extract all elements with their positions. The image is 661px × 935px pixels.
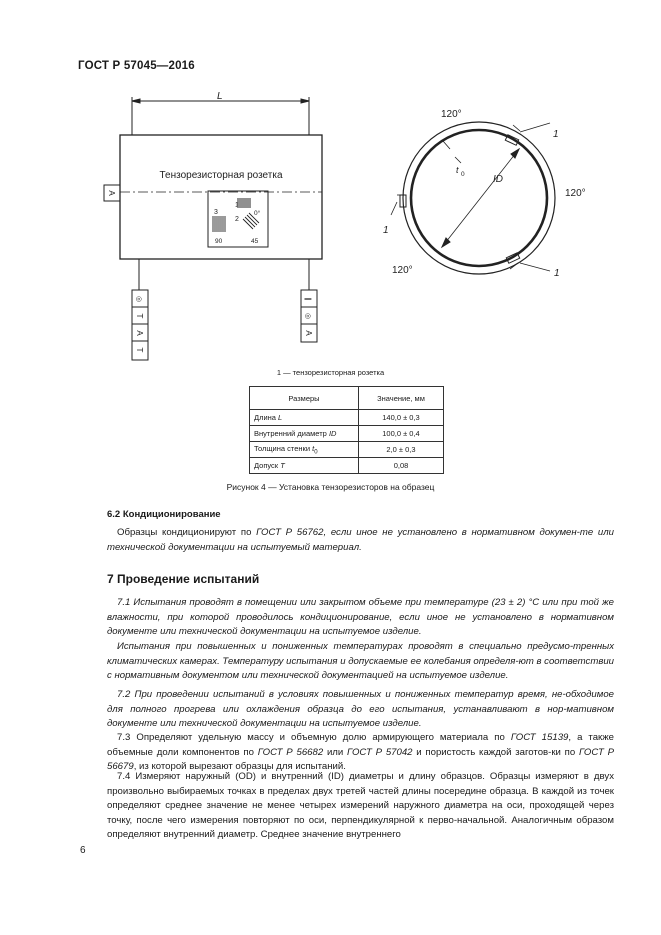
length-label: L [217, 91, 223, 102]
figure-legend: 1 — тензорезисторная розетка [276, 368, 385, 377]
rosette-title: Тензорезисторная розетка [159, 170, 283, 181]
para-7-4: 7.4 Измеряют наружный (OD) и внутренний (ID) диаметры и длину образцов. Образцы измеряют в двух произвольно выбираемых точках в пределах двух третей частей длины посередине образца. В каждой из точек определяют среднее значение не менее четырех измерений наружного диаметра на оси, проходящей через точку, после чего измерения повторяют по оси, перпендикулярной к перво-начальной. Аналогичным образом определяют внутренний диаметр. Среднее значение внутреннего [107, 771, 614, 840]
specimen-figure [95, 85, 615, 365]
row-symbol: L [278, 413, 283, 422]
row-name [250, 426, 359, 442]
id-label: ID [493, 174, 503, 185]
row-label: Допуск [254, 461, 281, 470]
t0-label: t [456, 165, 459, 175]
callout-top: 1 [553, 129, 559, 140]
ref-gost: ГОСТ Р 57042 [347, 746, 413, 758]
gauge-number-3: 3 [214, 209, 218, 216]
ref-gost: ГОСТ Р 56682 [257, 746, 324, 758]
table-header: Размеры [250, 387, 359, 410]
gauge-number-2: 2 [235, 216, 239, 223]
row-name [250, 442, 359, 458]
gauge-number-1: 1 [235, 202, 239, 209]
ref-gost: ГОСТ 15139 [510, 732, 569, 743]
row-value: 100,0 ± 0,4 [359, 426, 444, 442]
angle-90: 90 [215, 238, 223, 245]
angle-right: 120° [565, 188, 586, 199]
callout-bottom: 1 [554, 268, 560, 279]
t0-subscript: 0 [461, 171, 465, 178]
ref-gost: ГОСТ Р 56762 [256, 527, 324, 538]
row-name [250, 410, 359, 426]
row-value: 140,0 ± 0,3 [359, 410, 444, 426]
row-symbol: T [280, 461, 285, 470]
callout-left: 1 [383, 225, 389, 236]
tolerance-symbol-4: ∥ [304, 297, 311, 301]
row-value: 0,08 [359, 458, 444, 474]
row-label: Длина [254, 413, 279, 422]
ref-gost: ГОСТ Р 56679 [107, 746, 614, 772]
section-6-2-title: 6.2 Кондиционирование [107, 509, 221, 520]
table-row [250, 442, 444, 458]
table-row [250, 410, 444, 426]
table-header-row [250, 387, 444, 410]
angle-bottom: 120° [392, 265, 413, 276]
section-view [391, 122, 555, 274]
text-run: и пористость каждой заготов-ки по [412, 746, 579, 758]
document-header: ГОСТ Р 57045—2016 [78, 60, 195, 72]
text-run: 7.3 Определяют удельную массу и объемную долю армирующего материала по [117, 732, 511, 743]
angle-45: 45 [251, 238, 259, 245]
para-7-2: 7.2 При проведении испытаний в условиях повышенных и пониженных температур время, не-обходимое для полного прогрева или охлаждения образца до его испытания, устанавливают в нор-мативном документе или технической документации на испытуемое изделие. [107, 689, 614, 729]
page-number: 6 [80, 845, 86, 856]
text-run: , а также объемные доли компонентов по [107, 732, 614, 758]
tolerance-datum-1: A [135, 330, 144, 336]
table-row [250, 426, 444, 442]
text-run: Образцы кондиционируют по [117, 527, 257, 538]
section-7-title: 7 Проведение испытаний [107, 572, 260, 586]
row-value: 2,0 ± 0,3 [359, 442, 444, 458]
tolerance-datum-2: A [304, 330, 313, 336]
angle-top: 120° [441, 109, 462, 120]
row-subscript: 0 [314, 449, 318, 456]
figure-caption: Рисунок 4 — Установка тензорезисторов на образец [226, 482, 435, 492]
row-label: Толщина стенки [254, 443, 313, 453]
para-7-1b: Испытания при повышенных и пониженных температурах проводят в специально предусмо-тренных климатических камерах. Температуру испытания и допускаемые ее колебания определя-ют в соответствии с нормативным документом или технической документацией на испытуемое изделие. [107, 641, 614, 681]
tolerance-symbol-1: ◎ [135, 295, 142, 303]
table-header: Значение, мм [359, 387, 444, 410]
row-symbol: ID [328, 429, 337, 438]
tolerance-value-left: A [107, 190, 116, 196]
text-run: , из которой вырезают образцы для испытаний. [133, 761, 346, 772]
tolerance-symbol-5: ◎ [304, 312, 311, 320]
text-run: или [323, 746, 348, 758]
row-name [250, 458, 359, 474]
tolerance-symbol-2: T [135, 313, 144, 319]
row-symbol: t [312, 443, 315, 453]
para-7-1: 7.1 Испытания проводят в помещении или закрытом объеме при температуре (23 ± 2) °С или при той же влажности, при которой проводилось кондиционирование, если иное не установлено в нормативном документе или технической документации на испытуемое изделие. [107, 597, 614, 637]
para-7-3 [107, 731, 614, 775]
table-row [250, 458, 444, 474]
text-run: , если иное не установлено в нормативном докумен-те или технической документации на испытуемый материал. [107, 527, 614, 553]
row-label: Внутренний диаметр [254, 429, 329, 438]
angle-0: 0° [254, 210, 261, 217]
dimensions-table [249, 386, 444, 474]
section-6-2-text [107, 526, 614, 555]
tolerance-symbol-3: T [135, 347, 144, 353]
side-view [104, 97, 322, 360]
